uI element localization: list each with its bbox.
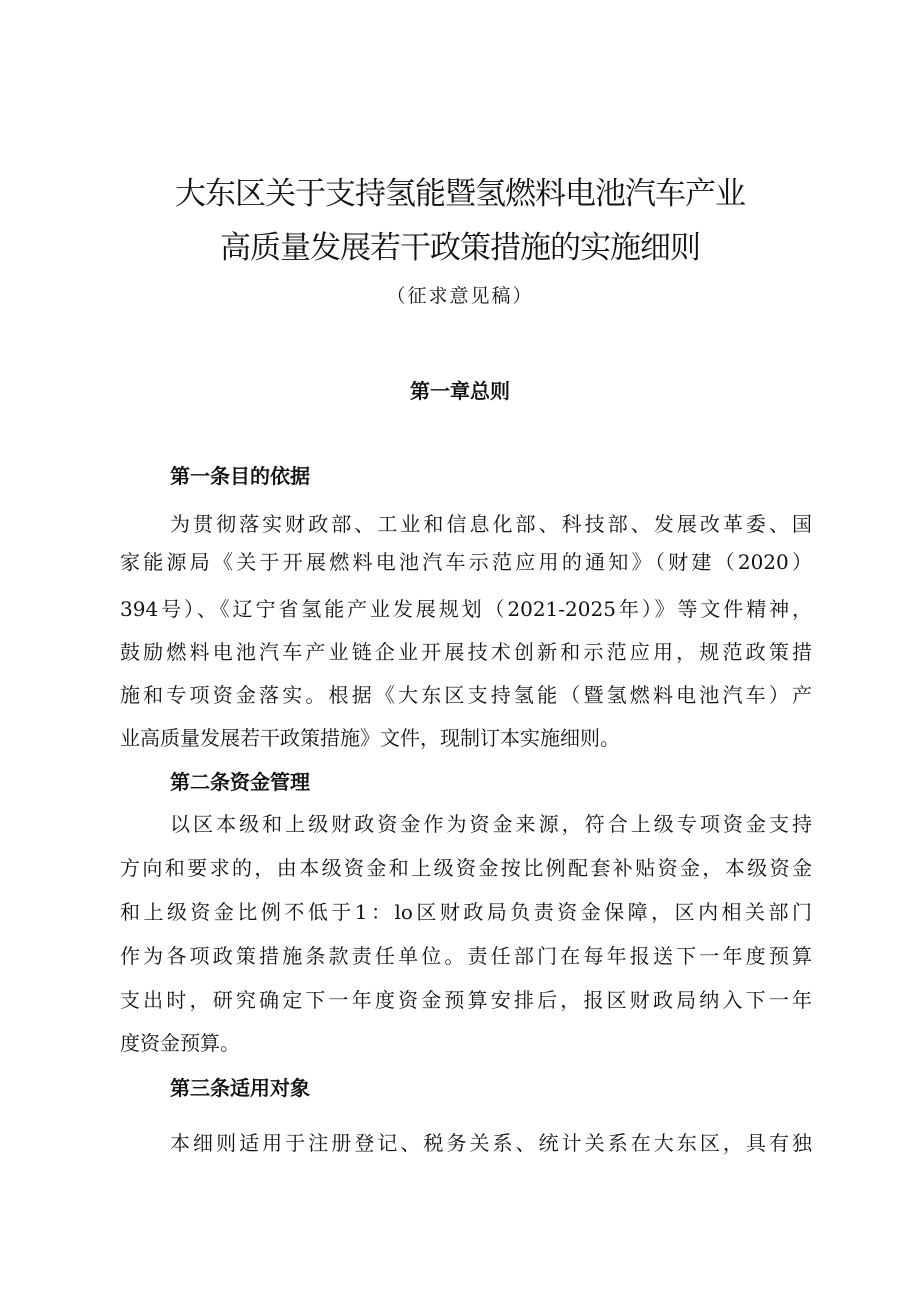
article-3-line-1: 本细则适用于注册登记、税务关系、统计关系在大东区，具有独 bbox=[170, 1131, 812, 1155]
article-2-line-5: 支出时，研究确定下一年度资金预算安排后，报区财政局纳入下一年 bbox=[120, 988, 812, 1012]
article-2-line-1: 以区本级和上级财政资金作为资金来源，符合上级专项资金支持 bbox=[170, 812, 812, 836]
article-2-line-4: 作为各项政策措施条款责任单位。责任部门在每年报送下一年度预算 bbox=[120, 944, 812, 968]
article-2-line-6: 度资金预算。 bbox=[120, 1031, 240, 1055]
article-2-line-3: 和上级资金比例不低于1：lo区财政局负责资金保障，区内相关部门 bbox=[120, 900, 812, 924]
article-2-line-2: 方向和要求的，由本级资金和上级资金按比例配套补贴资金，本级资金 bbox=[120, 856, 812, 880]
document-title-line-1: 大东区关于支持氢能暨氢燃料电池汽车产业 bbox=[175, 176, 745, 212]
article-1-line-4: 鼓励燃料电池汽车产业链企业开展技术创新和示范应用，规范政策措 bbox=[120, 640, 812, 664]
article-2-heading: 第二条资金管理 bbox=[170, 770, 310, 794]
article-1-heading: 第一条目的依据 bbox=[170, 464, 310, 488]
article-3-heading: 第三条适用对象 bbox=[170, 1076, 310, 1100]
article-1-line-5: 施和专项资金落实。根据《大东区支持氢能（暨氢燃料电池汽车）产 bbox=[120, 683, 812, 707]
document-subtitle: （征求意见稿） bbox=[386, 285, 534, 307]
article-1-line-2: 家能源局《关于开展燃料电池汽车示范应用的通知》（财建（2020） bbox=[120, 550, 812, 574]
article-1-line-1: 为贯彻落实财政部、工业和信息化部、科技部、发展改革委、国 bbox=[170, 512, 812, 536]
article-1-line-3: 394号）、《辽宁省氢能产业发展规划（2021-2025年）》等文件精神， bbox=[120, 597, 812, 621]
document-title-line-2: 高质量发展若干政策措施的实施细则 bbox=[220, 230, 700, 266]
chapter-title: 第一章总则 bbox=[410, 379, 510, 403]
article-1-line-6: 业高质量发展若干政策措施》文件，现制订本实施细则。 bbox=[120, 726, 620, 750]
